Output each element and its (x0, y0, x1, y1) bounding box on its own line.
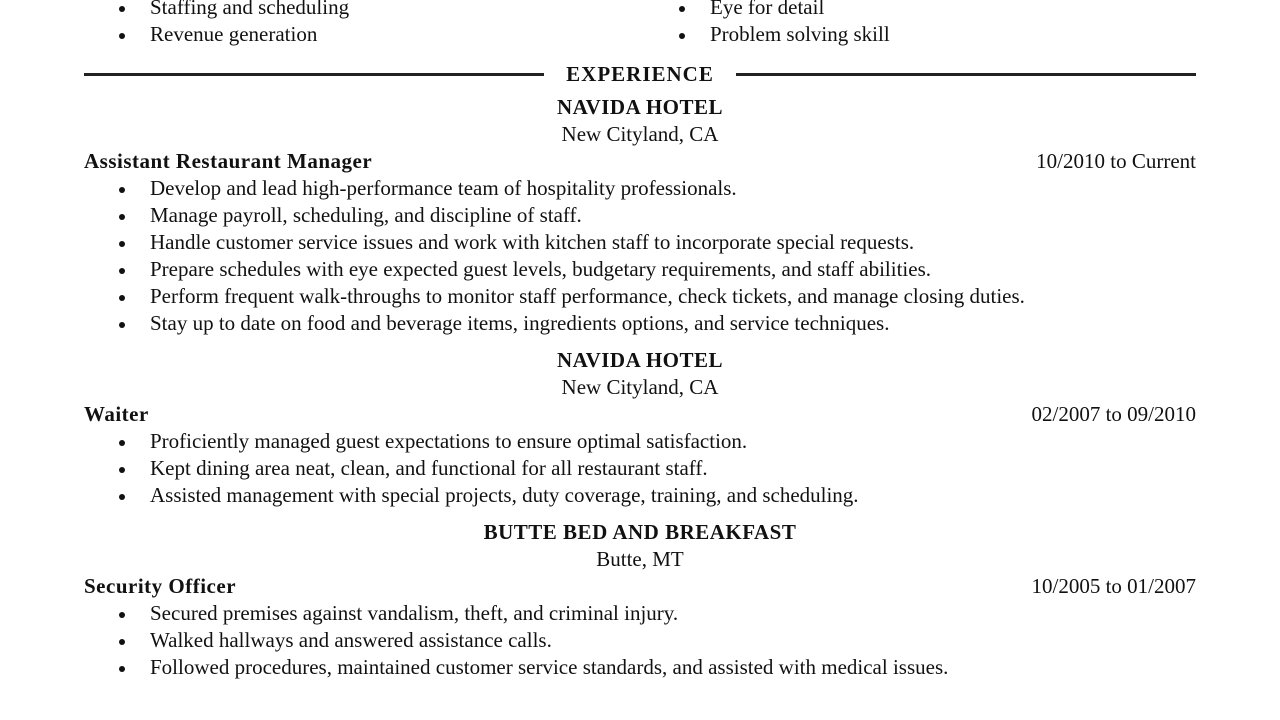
duty-list (84, 600, 1196, 681)
job-dates: 02/2007 to 09/2010 (1031, 402, 1196, 426)
duty-item: Manage payroll, scheduling, and discipline of staff. (116, 202, 1196, 229)
skill-item: Problem solving skill (676, 21, 890, 48)
duty-item: Secured premises against vandalism, theft, and criminal injury. (116, 600, 1196, 627)
duty-item: Stay up to date on food and beverage items, ingredients options, and service techniques. (116, 310, 1196, 337)
duty-item: Proficiently managed guest expectations to ensure optimal satisfaction. (116, 428, 1196, 455)
duty-item: Kept dining area neat, clean, and functional for all restaurant staff. (116, 455, 1196, 482)
skills-column-left (116, 0, 644, 52)
job-title: Waiter (84, 402, 149, 426)
job-dates: 10/2005 to 01/2007 (1031, 574, 1196, 598)
resume-page (84, 0, 1196, 691)
skill-item: Revenue generation (116, 21, 644, 48)
job-title-line (84, 573, 1196, 600)
duty-item: Prepare schedules with eye expected guest levels, budgetary requirements, and staff abilities. (116, 256, 1196, 283)
employer-location: Butte, MT (596, 547, 684, 571)
employer-location: New Cityland, CA (561, 375, 719, 399)
divider-rule-right (736, 73, 1196, 76)
job-entry (84, 519, 1196, 681)
skills-column-right (676, 0, 890, 52)
duty-item: Develop and lead high-performance team of hospitality professionals. (116, 175, 1196, 202)
duty-item: Followed procedures, maintained customer service standards, and assisted with medical issues. (116, 654, 1196, 681)
job-entry (84, 94, 1196, 337)
skills-list (84, 0, 1196, 52)
job-title: Assistant Restaurant Manager (84, 149, 373, 173)
duty-item: Assisted management with special projects, duty coverage, training, and scheduling. (116, 482, 1196, 509)
employer-name: NAVIDA HOTEL (556, 95, 724, 119)
skill-item: Eye for detail (676, 0, 890, 21)
divider-rule-left (84, 73, 544, 76)
employer-location: New Cityland, CA (561, 122, 719, 146)
section-title: EXPERIENCE (566, 61, 714, 86)
duty-list (84, 175, 1196, 337)
skill-item: Staffing and scheduling (116, 0, 644, 21)
duty-list (84, 428, 1196, 509)
job-title-line (84, 148, 1196, 175)
job-entry (84, 347, 1196, 509)
duty-item: Handle customer service issues and work with kitchen staff to incorporate special requests. (116, 229, 1196, 256)
employer-name: NAVIDA HOTEL (556, 348, 724, 372)
job-dates: 10/2010 to Current (1036, 149, 1196, 173)
experience-section-header (84, 54, 1196, 94)
employer-name: BUTTE BED AND BREAKFAST (483, 520, 797, 544)
job-title: Security Officer (84, 574, 237, 598)
job-title-line (84, 401, 1196, 428)
duty-item: Perform frequent walk-throughs to monitor staff performance, check tickets, and manage closing duties. (116, 283, 1196, 310)
duty-item: Walked hallways and answered assistance calls. (116, 627, 1196, 654)
